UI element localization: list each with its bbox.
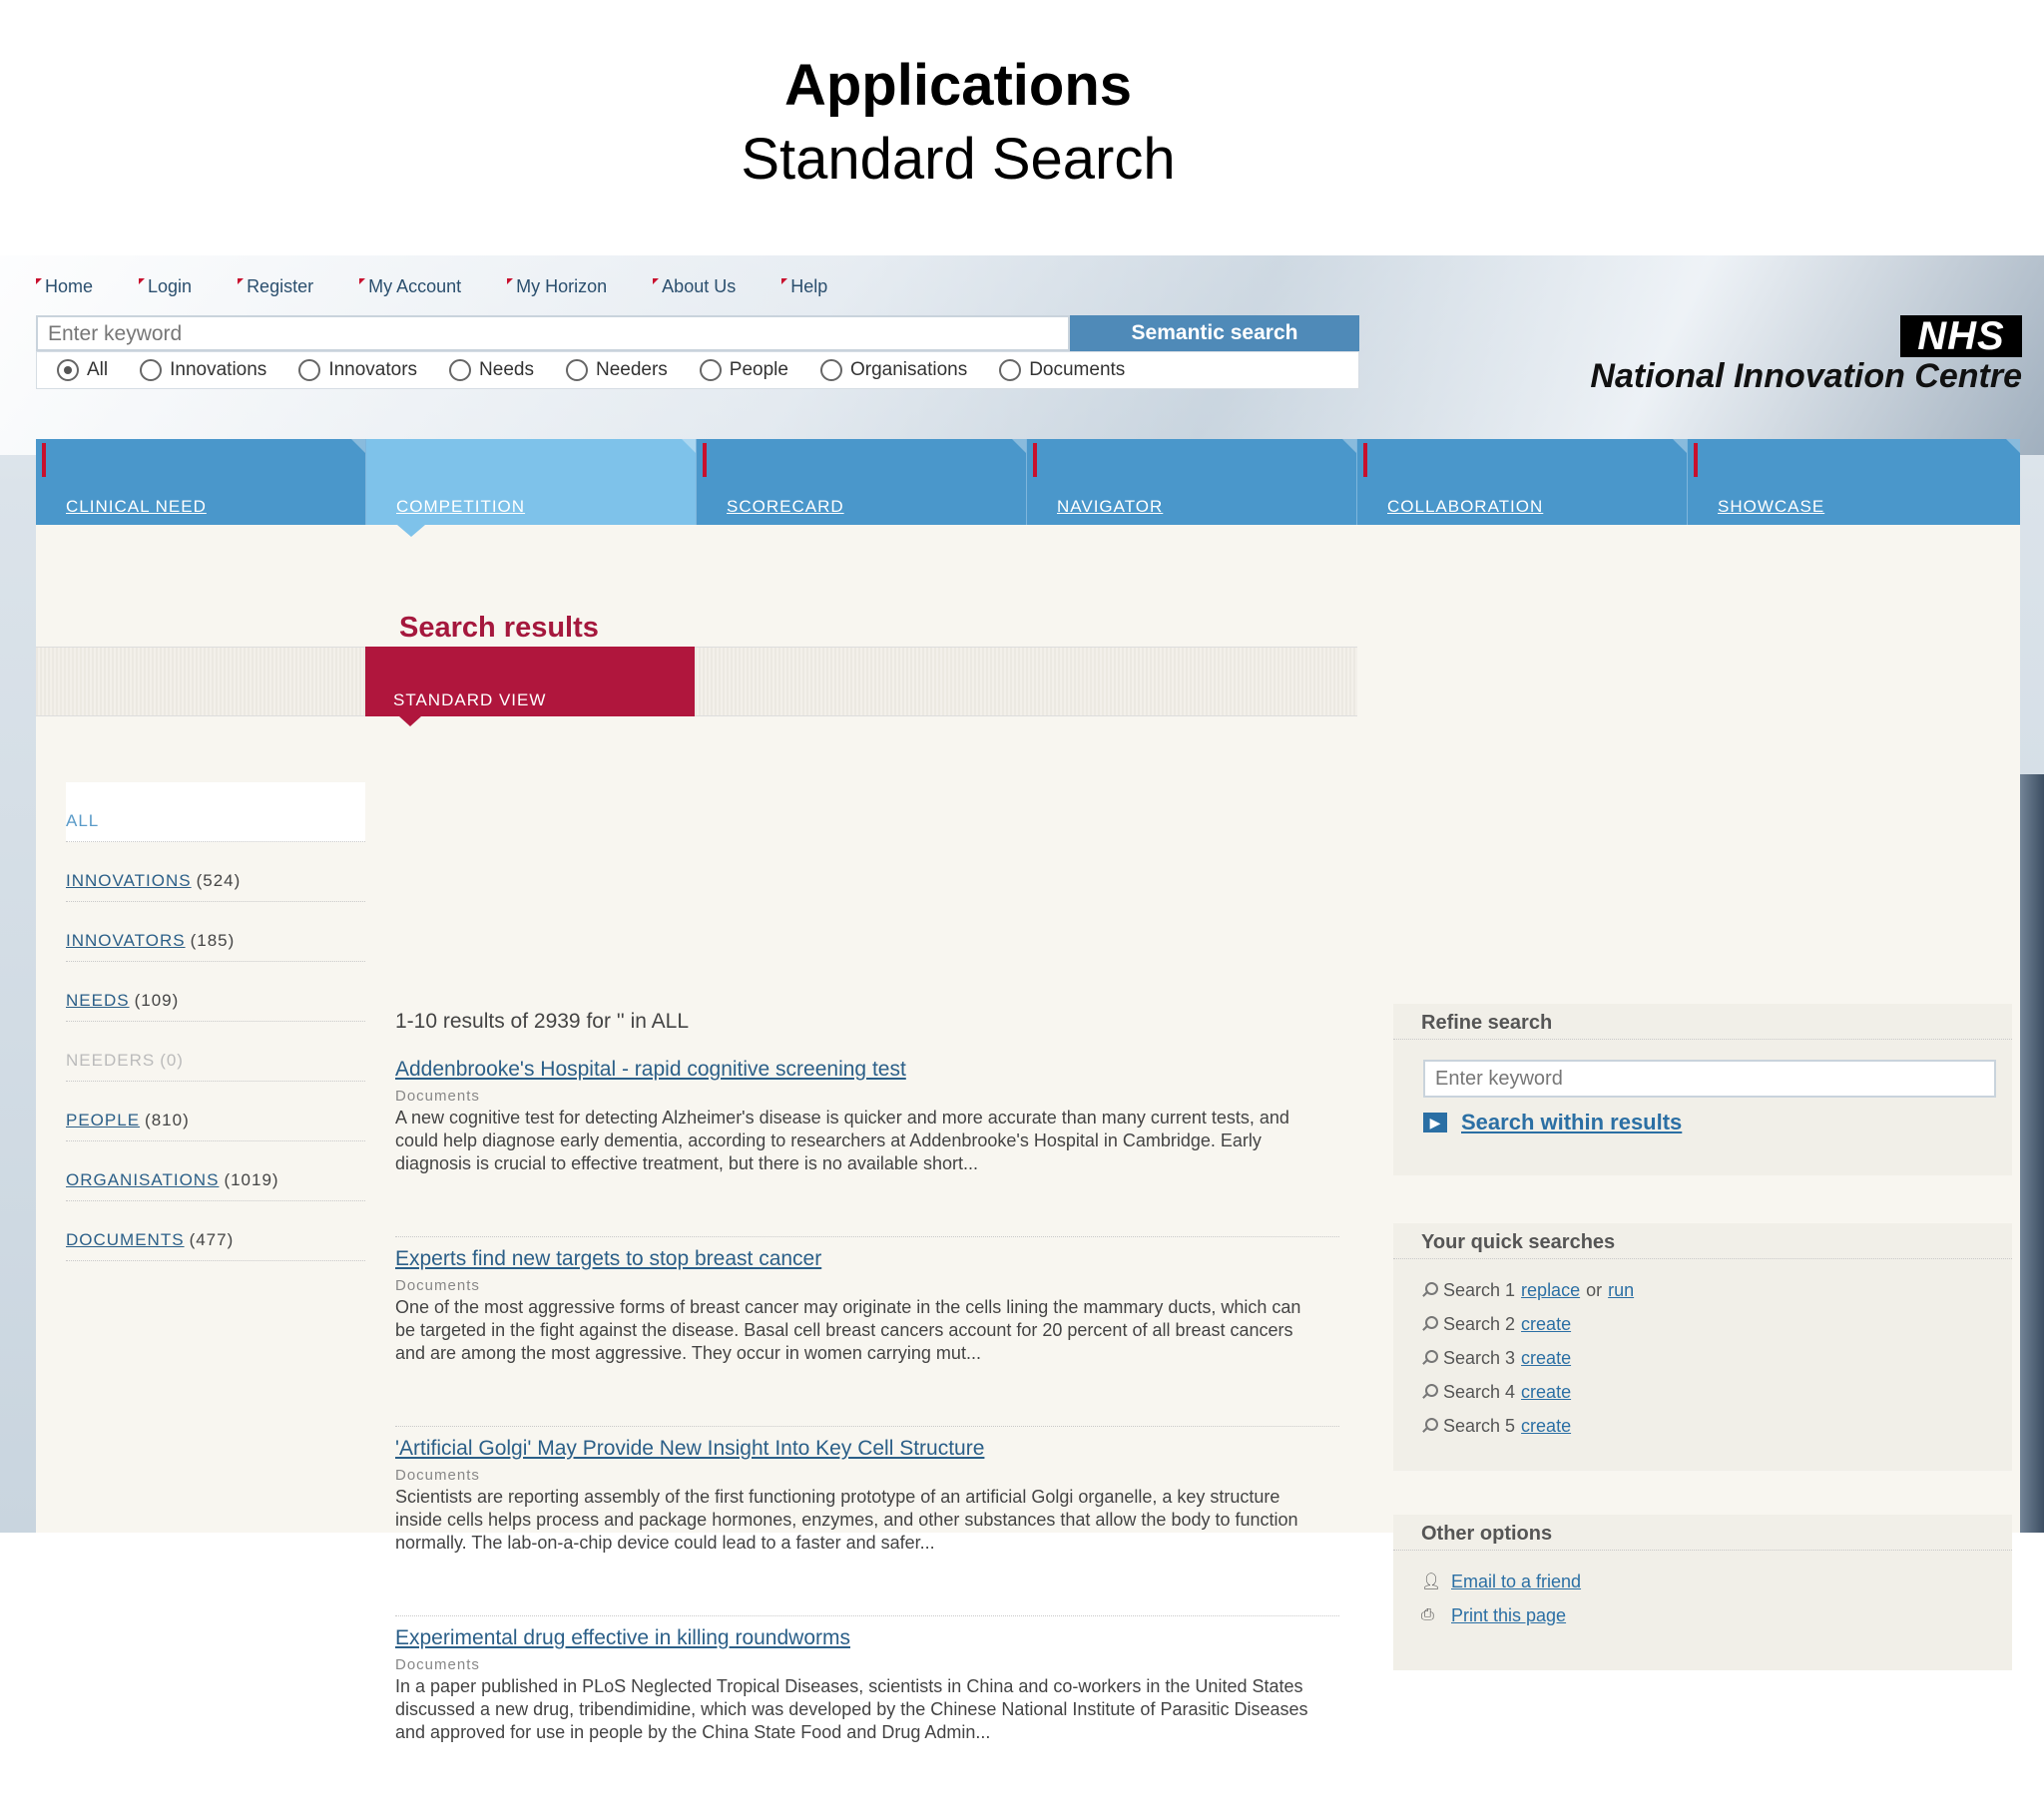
result-type: Documents [395,1088,480,1105]
view-tab-pointer [399,716,421,726]
result-snippet: A new cognitive test for detecting Alzheimer's disease is quicker and more accurate than many current tests, and could help diagnose early dementia, according to researchers at Addenbrooke's Hospital in Cambridge. Early diagnosis is crucial to effective treatment, but there is no available short... [395,1108,1289,1173]
tab-label: COLLABORATION [1387,497,1544,516]
radio-selected-icon [57,359,79,381]
result-item [395,1427,1339,1616]
result-title-link[interactable]: Experimental drug effective in killing roundworms [395,1626,850,1649]
main-tabs [36,439,2020,525]
filter-label: Needs [479,359,534,380]
result-snippet: In a paper published in PLoS Neglected Tropical Diseases, scientists in China and co-workers in the United States discussed a new drug, tribendimidine, which was developed by the Chinese National Institute of Parasitic Diseases and approved for use in people by the China State Food and Drug Admin... [395,1676,1308,1742]
nav-label: Register [247,275,314,296]
category-label: NEEDS [66,991,130,1010]
slide-header [0,0,2044,255]
category-label: ORGANISATIONS [66,1170,220,1189]
create-link[interactable]: create [1521,1313,1572,1334]
quick-searches-list [1393,1259,2012,1443]
category-label: INNOVATIONS [66,871,192,890]
quick-search-label: Search 5 [1443,1415,1516,1436]
filter-label: People [729,359,788,380]
category-count: (0) [160,1051,184,1070]
replace-link[interactable]: replace [1521,1279,1581,1300]
slide-subtitle: Standard Search [741,127,1176,192]
category-label: ALL [66,811,100,830]
quick-searches-heading: Your quick searches [1393,1223,2012,1259]
tab-corner [1342,439,1356,453]
category-all[interactable] [66,782,365,842]
radio-icon [700,359,722,381]
nav-label: Help [790,275,828,296]
nav-label: My Horizon [516,275,608,296]
option-label: Email to a friend [1451,1571,1582,1591]
quick-search-item [1421,1375,2012,1409]
tab-marker [1363,443,1367,477]
filter-needs[interactable] [449,359,534,381]
category-innovators[interactable] [66,902,365,962]
result-title-link[interactable]: Addenbrooke's Hospital - rapid cognitive screening test [395,1058,906,1081]
tab-corner [2006,439,2020,453]
right-sidebar [1357,525,1996,1625]
radio-icon [999,359,1021,381]
page-edge [2016,774,2044,1533]
tab-clinical-need[interactable] [36,439,366,525]
tab-label: CLINICAL NEED [66,497,207,516]
tab-collaboration[interactable] [1357,439,1688,525]
category-label: NEEDERS [66,1051,156,1070]
tab-showcase[interactable] [1688,439,2020,525]
nav-marker-icon [36,278,42,284]
result-item [395,1616,1339,1806]
slide-title: Applications [783,53,1133,118]
filter-all[interactable] [57,359,108,381]
category-nav [66,782,365,1261]
filter-documents[interactable] [999,359,1125,381]
other-options-heading: Other options [1393,1515,2012,1551]
magnifier-icon [1421,1350,1437,1366]
brand-name: National Innovation Centre [1590,357,2022,395]
content-panel [36,525,2020,1742]
result-title-link[interactable]: 'Artificial Golgi' May Provide New Insight Into Key Cell Structure [395,1437,985,1460]
filter-needers[interactable] [566,359,668,381]
radio-icon [140,359,162,381]
result-item [395,1048,1339,1237]
nav-help[interactable] [781,271,827,301]
nav-label: About Us [662,275,737,296]
category-label: INNOVATORS [66,931,186,950]
nhs-logo: NHS [1900,315,2022,357]
category-count: (109) [134,991,180,1010]
category-people[interactable] [66,1082,365,1141]
radio-icon [566,359,588,381]
person-icon: 👤︎ [1421,1574,1442,1590]
tab-corner [682,439,696,453]
or-text: or [1586,1279,1603,1300]
result-item [395,1237,1339,1427]
result-snippet: One of the most aggressive forms of breast cancer may originate in the cells lining the mammary ducts, which can be targeted in the fight against the disease. Basal cell breast cancers account for 20 percent of all breast cancers and are among the most aggressive. They occur in women carrying mut... [395,1297,1301,1363]
nav-marker-icon [359,278,365,284]
quick-search-item [1421,1273,2012,1307]
tab-label: COMPETITION [396,497,526,516]
result-count: 1-10 results of 2939 for '' in ALL [395,1010,690,1033]
nav-register[interactable] [238,271,313,301]
filter-label: Innovators [328,359,418,380]
filter-label: Documents [1029,359,1126,380]
printer-icon: ⎙ [1421,1606,1434,1623]
result-snippet: Scientists are reporting assembly of the first functioning prototype of an artificial Golgi organelle, a key structure inside cells helps process and package hormones, enzymes, and other substances that allow the body to function normally. The lab-on-a-chip device could lead to a faster and safer... [395,1487,1298,1553]
run-link[interactable]: run [1608,1279,1635,1300]
quick-search-label: Search 2 [1443,1313,1516,1334]
category-documents[interactable] [66,1201,365,1261]
tab-scorecard[interactable] [697,439,1027,525]
category-count: (524) [196,871,242,890]
result-title-link[interactable]: Experts find new targets to stop breast cancer [395,1247,822,1270]
option-label: Print this page [1451,1604,1567,1625]
print-page-option[interactable] [1393,1598,2012,1632]
other-options-box [1393,1515,2012,1670]
filter-label: Innovations [170,359,267,380]
category-count: (185) [190,931,236,950]
result-type: Documents [395,1656,480,1673]
nav-marker-icon [139,278,145,284]
search-filter-group [36,351,1359,389]
view-tab-strip [36,647,1357,716]
result-type: Documents [395,1467,480,1484]
nav-login[interactable] [139,271,192,301]
quick-searches-box [1393,1223,2012,1471]
tab-marker [42,443,46,477]
tab-marker [1033,443,1037,477]
magnifier-icon [1421,1316,1437,1332]
filter-people[interactable] [700,359,788,381]
radio-icon [820,359,842,381]
nav-home[interactable] [36,271,93,301]
quick-search-label: Search 1 [1443,1279,1516,1300]
nav-label: Login [148,275,193,296]
category-innovations[interactable] [66,842,365,902]
nav-label: Home [45,275,94,296]
filter-innovations[interactable] [140,359,266,381]
refine-search-box [1393,1004,2012,1175]
tab-marker [1694,443,1698,477]
category-needs[interactable] [66,962,365,1022]
quick-search-label: Search 4 [1443,1381,1516,1402]
tab-corner [351,439,365,453]
semantic-search-button[interactable]: Semantic search [1070,315,1359,351]
refine-search-heading: Refine search [1393,1004,2012,1040]
category-label: PEOPLE [66,1111,141,1129]
category-count: (477) [189,1230,235,1249]
category-count: (1019) [224,1170,279,1189]
category-organisations[interactable] [66,1141,365,1201]
nav-marker-icon [781,278,787,284]
quick-search-item [1421,1307,2012,1341]
create-link[interactable]: create [1521,1415,1572,1436]
tab-corner [1673,439,1687,453]
nav-marker-icon [238,278,244,284]
magnifier-icon [1421,1282,1437,1298]
filter-label: Organisations [849,359,968,380]
tab-competition[interactable] [366,439,697,525]
tab-label: SHOWCASE [1718,497,1825,516]
quick-search-label: Search 3 [1443,1347,1516,1368]
top-nav [36,271,873,301]
radio-icon [449,359,471,381]
refine-search-input[interactable]: Enter keyword [1423,1060,1996,1098]
email-friend-option[interactable] [1393,1565,2012,1598]
tab-navigator[interactable] [1027,439,1357,525]
nav-marker-icon [507,278,513,284]
tab-standard-view[interactable] [365,647,695,716]
filter-innovators[interactable] [298,359,417,381]
nav-marker-icon [653,278,659,284]
app-screenshot [0,255,2044,1742]
arrow-right-icon: ▶ [1423,1113,1447,1132]
tab-label: SCORECARD [727,497,844,516]
nav-my-account[interactable] [359,271,461,301]
create-link[interactable]: create [1521,1381,1572,1402]
nav-my-horizon[interactable] [507,271,607,301]
filter-organisations[interactable] [820,359,967,381]
active-tab-pointer [397,525,425,537]
quick-search-item [1421,1341,2012,1375]
magnifier-icon [1421,1418,1437,1434]
filter-label: Needers [595,359,668,380]
create-link[interactable]: create [1521,1347,1572,1368]
nav-about-us[interactable] [653,271,736,301]
magnifier-icon [1421,1384,1437,1400]
filter-label: All [87,359,109,380]
search-within-label: Search within results [1461,1110,1683,1134]
search-results-heading: Search results [399,612,599,644]
category-needers [66,1022,365,1082]
view-tab-label: STANDARD VIEW [393,690,547,709]
tab-marker [703,443,707,477]
result-type: Documents [395,1277,480,1294]
tab-corner [1012,439,1026,453]
search-input[interactable]: Enter keyword [36,315,1070,351]
category-count: (810) [145,1111,190,1129]
search-within-results-button[interactable] [1423,1110,1682,1135]
category-label: DOCUMENTS [66,1230,185,1249]
tab-label: NAVIGATOR [1057,497,1164,516]
radio-icon [298,359,320,381]
nav-label: My Account [368,275,462,296]
quick-search-item [1421,1409,2012,1443]
results-list [395,1048,1339,1806]
